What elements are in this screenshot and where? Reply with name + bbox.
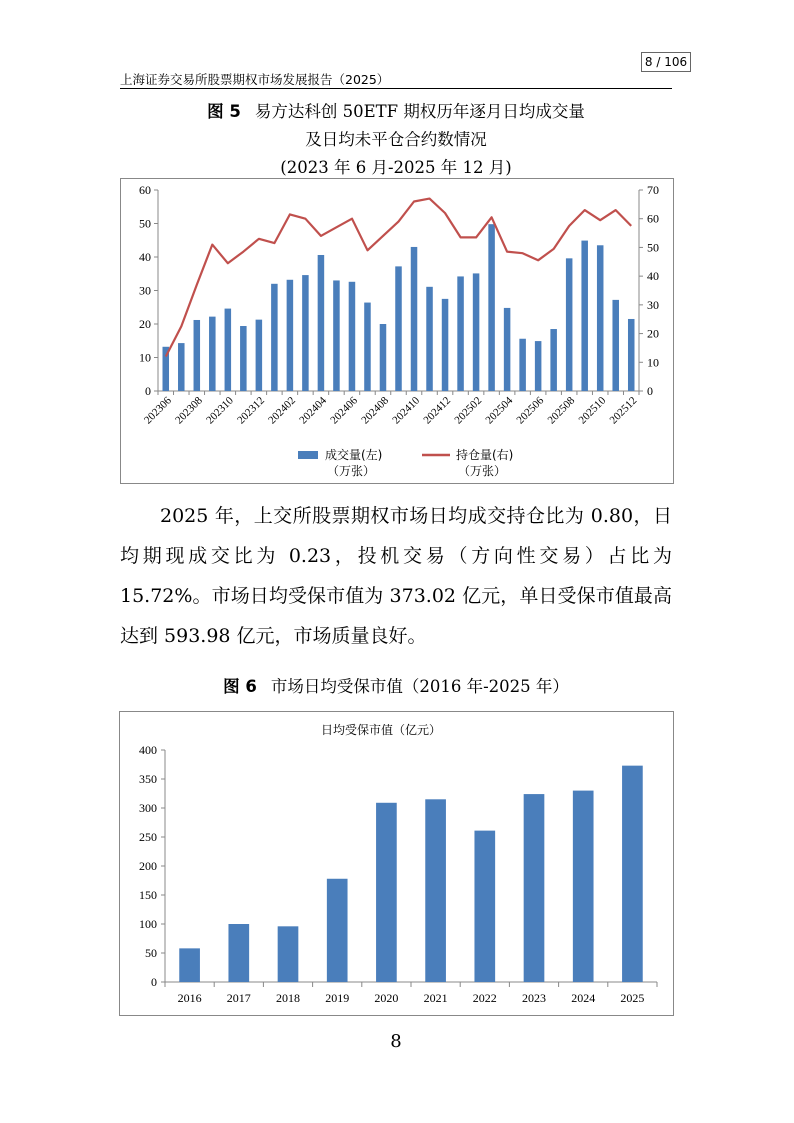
y-tick-label: 400 [139, 743, 157, 757]
x-tick-label: 2022 [472, 991, 497, 1005]
volume-bar [628, 319, 635, 391]
y-tick-label: 100 [139, 917, 157, 931]
right-tick-label: 30 [647, 297, 659, 312]
figure5-title-line2: 及日均未平仓合约数情况 [305, 130, 487, 149]
paragraph-text: 2025 年，上交所股票期权市场日均成交持仓比为 0.80，日均期现成交比为 0.23，投机交易（方向性交易）占比为 15.72%。市场日均受保市值为 373.02 亿元，单日受保市值最高达到 593.98 亿元，市场质量良好。 [120, 505, 672, 647]
value-bar [474, 831, 495, 982]
left-tick-label: 40 [139, 250, 151, 264]
legend-label-volume: 成交量(左) [325, 448, 383, 462]
bar-chart-svg [120, 712, 673, 1015]
x-tick-label: 202306 [142, 394, 174, 427]
left-tick-label: 20 [139, 317, 151, 331]
volume-bar [287, 280, 294, 391]
volume-bar [194, 320, 201, 391]
figure6-number: 图 6 [223, 677, 257, 696]
volume-bar [302, 275, 309, 391]
volume-bar [581, 241, 588, 391]
left-tick-label: 30 [139, 283, 151, 298]
right-tick-label: 20 [647, 326, 659, 341]
legend-label-oi: 持仓量(右) [456, 448, 514, 462]
x-tick-label: 202402 [266, 394, 299, 427]
right-tick-label: 40 [647, 269, 659, 284]
y-tick-label: 350 [139, 772, 157, 786]
value-bar [228, 924, 249, 982]
volume-bar [442, 299, 449, 391]
volume-bar [209, 317, 216, 391]
x-tick-label: 2024 [571, 991, 596, 1005]
x-tick-label: 2018 [276, 991, 300, 1005]
figure5-number: 图 5 [207, 102, 241, 121]
y-tick-label: 0 [151, 975, 157, 989]
y-tick-label: 50 [145, 946, 157, 960]
left-tick-label: 0 [145, 384, 151, 398]
volume-bar [349, 282, 356, 391]
page-indicator: 8 / 106 [641, 52, 691, 72]
x-tick-label: 202410 [390, 394, 423, 427]
volume-bar [364, 303, 371, 391]
value-bar [278, 926, 299, 982]
value-bar [425, 799, 446, 982]
x-tick-label: 202504 [483, 394, 516, 427]
volume-bar [411, 247, 418, 391]
volume-bar [333, 280, 340, 391]
figure6-title-text: 市场日均受保市值（2016 年-2025 年） [270, 677, 569, 696]
x-tick-label: 202512 [607, 394, 640, 427]
y-tick-label: 200 [139, 859, 157, 873]
right-tick-label: 10 [647, 355, 659, 370]
figure6-title [120, 673, 672, 697]
value-bar [524, 794, 545, 982]
running-header: 上海证券交易所股票期权市场发展报告（2025） [120, 72, 390, 87]
header-rule [120, 88, 672, 89]
volume-bar [550, 329, 557, 391]
value-bar [327, 879, 348, 982]
figure5-title-line1 [120, 98, 672, 122]
legend-unit-volume: （万张） [327, 464, 376, 478]
value-bar [622, 766, 643, 982]
right-tick-label: 0 [647, 384, 653, 398]
value-bar [573, 791, 594, 982]
x-tick-label: 2017 [226, 991, 251, 1005]
x-tick-label: 202310 [204, 394, 236, 427]
volume-bar [395, 266, 402, 391]
legend-unit-oi: （万张） [458, 464, 507, 478]
x-tick-label: 202312 [235, 394, 267, 427]
y-tick-label: 250 [139, 830, 157, 844]
figure6-chart [119, 711, 674, 1016]
x-tick-label: 2016 [177, 991, 202, 1005]
x-tick-label: 202510 [576, 394, 609, 427]
volume-bar [519, 339, 526, 391]
y-tick-label: 300 [139, 801, 157, 815]
volume-bar [566, 258, 573, 391]
volume-bar [457, 276, 464, 391]
volume-bar [535, 341, 542, 391]
volume-bar [225, 309, 232, 391]
x-tick-label: 202412 [421, 394, 454, 427]
x-tick-label: 202308 [173, 394, 205, 427]
volume-bar [597, 245, 604, 391]
footer-page-number: 8 [390, 1031, 402, 1052]
figure5-chart [120, 178, 674, 484]
right-tick-label: 50 [647, 240, 659, 255]
x-tick-label: 2020 [374, 991, 399, 1005]
x-tick-label: 202408 [359, 394, 392, 427]
figure5-title-line3: (2023 年 6 月-2025 年 12 月) [280, 158, 512, 177]
right-tick-label: 60 [647, 211, 659, 226]
x-tick-label: 202506 [514, 394, 547, 427]
volume-bar [612, 300, 619, 391]
figure5-title-text: 易方达科创 50ETF 期权历年逐月日均成交量 [254, 102, 585, 121]
y-tick-label: 150 [139, 888, 157, 902]
volume-bar [504, 308, 511, 391]
x-tick-label: 2021 [423, 991, 448, 1005]
volume-bar [426, 287, 433, 391]
x-tick-label: 202502 [452, 394, 485, 427]
x-tick-label: 2023 [522, 991, 546, 1005]
left-tick-label: 50 [139, 216, 151, 231]
legend-bar-swatch [298, 451, 318, 459]
volume-bar [488, 224, 495, 391]
body-paragraph [120, 496, 672, 656]
value-bar [179, 948, 200, 982]
chart-title: 日均受保市值（亿元） [320, 723, 442, 737]
x-tick-label: 202404 [297, 394, 330, 427]
volume-bar [318, 255, 325, 391]
volume-bar [271, 284, 278, 391]
x-tick-label: 2019 [325, 991, 350, 1005]
x-tick-label: 202406 [328, 394, 361, 427]
left-tick-label: 60 [139, 183, 151, 197]
combo-chart-svg [121, 179, 673, 483]
left-tick-label: 10 [139, 350, 151, 365]
volume-bar [256, 320, 263, 391]
volume-bar [380, 324, 387, 391]
right-tick-label: 70 [647, 183, 659, 197]
volume-bar [178, 343, 185, 391]
volume-bar [473, 273, 480, 391]
volume-bar [240, 326, 247, 391]
x-tick-label: 2025 [620, 991, 645, 1005]
value-bar [376, 803, 397, 982]
x-tick-label: 202508 [545, 394, 578, 427]
